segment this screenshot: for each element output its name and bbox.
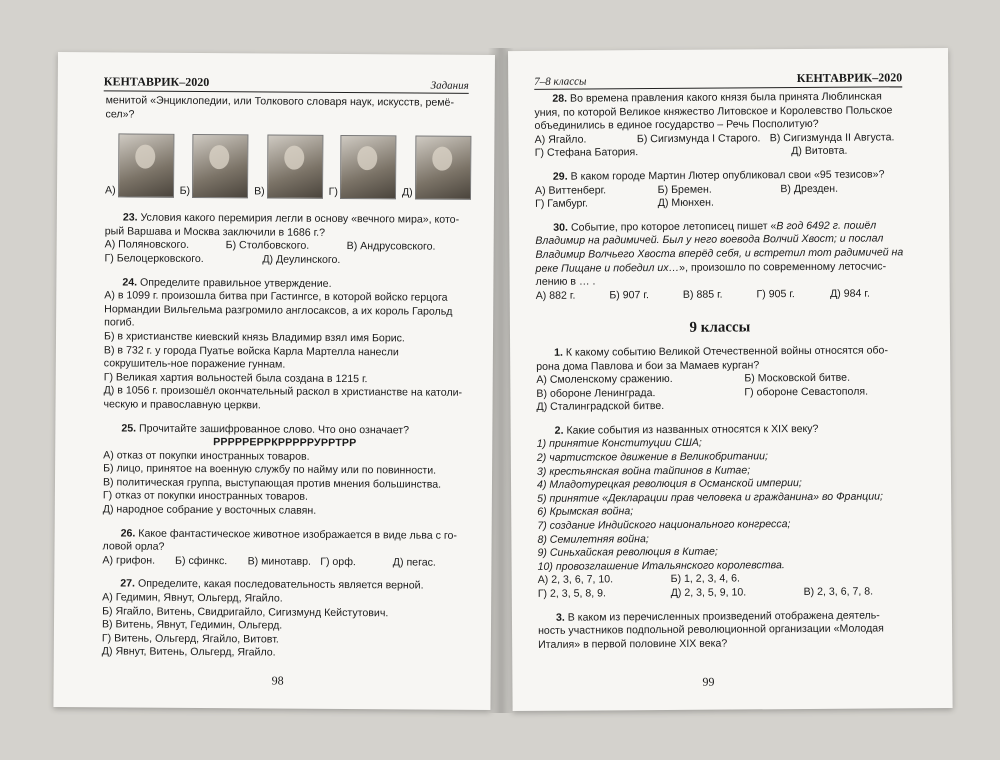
answer-option: Г) отказ от покупки иностранных товаров.	[102, 489, 309, 504]
answer-option: В) Сигизмунда II Августа.	[769, 131, 895, 145]
answer-option: Б) лицо, принятое на военную службу по найму или по повинности.	[103, 462, 437, 477]
answers-30	[536, 287, 904, 303]
answer-option: Д) народное собрание у восточных славян.	[102, 503, 317, 517]
answer-option: Д) пегас.	[392, 556, 436, 569]
list-item: 8) Семилетняя война;	[537, 532, 649, 546]
intro-text: менитой «Энциклопедии, или Толкового словаря наук, искусств, ремё-сел»?	[105, 94, 455, 121]
page-number: 98	[271, 673, 284, 688]
answer-option: Г) Стефана Батория.	[534, 146, 639, 160]
portrait-label: А)	[104, 183, 116, 196]
question-2: 2. Какие события из названных относятся к XIX веку?	[554, 422, 819, 437]
portrait-image	[192, 134, 248, 198]
running-header-left	[104, 74, 469, 94]
answer-option: В) Дрезден.	[780, 182, 839, 195]
answer-option: А) отказ от покупки иностранных товаров.	[103, 449, 310, 463]
header-section: 7–8 классы	[534, 75, 587, 88]
answer-option: Д) Деулинского.	[262, 253, 341, 266]
list-item: 6) Крымская война;	[537, 505, 634, 519]
answer-option: Б) в христианстве киевский князь Владимир взял имя Борис.	[103, 330, 405, 345]
answer-option: Д) Явнут, Витень, Ольгерд, Ягайло.	[101, 645, 276, 659]
answer-option: А) Смоленскому сражению.	[536, 373, 673, 386]
page-left	[53, 52, 495, 710]
answer-option: В) Витень, Явнут, Гедимин, Ольгерд.	[101, 618, 283, 632]
question-30: 30. Событие, про которое летописец пишет «В год 6492 г. пошёл Владимир на радимичей. Был у него воевода Волчий Хвост; и послал Владимир Волчьего Хвоста вперёд себя, и встретил тот радимичей на реке Пищане и победил их…», произошло по современному летосчис-лению в … .	[535, 219, 904, 289]
answer-option: Д) в 1056 г. произошёл окончательный раскол в христианстве на католи-ческую и православную церкви.	[103, 384, 463, 412]
answer-option: Б) 907 г.	[609, 288, 649, 302]
question-25: 25. Прочитайте зашифрованное слово. Что оно означает?	[121, 421, 410, 436]
left-content	[102, 94, 469, 662]
answer-option	[680, 145, 792, 159]
answer-option: Д) Сталинградской битве.	[536, 400, 665, 414]
running-header-right	[534, 70, 902, 90]
answer-option: А) Гедимин, Явнут, Ольгерд, Ягайло.	[102, 591, 283, 605]
answer-option: В) 2, 3, 6, 7, 8.	[803, 585, 874, 599]
question-24: 24. Определите правильное утверждение.	[122, 276, 332, 290]
header-title: КЕНТАВРИК–2020	[796, 70, 903, 86]
answer-option: А) 2, 3, 6, 7, 10.	[537, 573, 614, 587]
answer-option: Д) 984 г.	[830, 287, 870, 300]
answer-option: В) в 732 г. у города Пуатье войска Карла Мартелла нанесли сокрушитель-ное поражение гуннам.	[103, 343, 399, 371]
answer-option: Г) Гамбург.	[535, 197, 588, 211]
answer-option: В) политическая группа, выступающая против мнения большинства.	[102, 476, 442, 491]
answer-option: Г) обороне Севастополя.	[744, 385, 869, 399]
question-29: 29. В каком городе Мартин Лютер опубликовал свои «95 тезисов»?	[552, 168, 885, 183]
question-28: 28. Во времена правления какого князя была принята Люблинская уния, по которой Великое княжество Литовское и Королевство Польское объединились в единое государство – Речь Посполитую?	[534, 90, 893, 133]
right-content	[534, 90, 906, 652]
question-1: 1. К какому событию Великой Отечественной войны относятся обо-рона дома Павлова и бои за Мамаев курган?	[536, 344, 889, 373]
header-title: КЕНТАВРИК–2020	[103, 74, 210, 90]
answer-option: А) в 1099 г. произошла битва при Гастингсе, в которой войско герцога Нормандии Вильгельма разгромило англосаксов, а их король Гарольд погиб.	[104, 289, 453, 329]
portrait-b	[180, 134, 249, 198]
header-section: Задания	[430, 79, 469, 92]
portrait-image	[118, 134, 174, 198]
question-23: 23. Условия какого перемирия легли в основу «вечного мира», кото-рый Варшава и Москва заключили в 1686 г.?	[104, 211, 460, 239]
portrait-e	[402, 136, 471, 200]
portrait-label: Д)	[401, 185, 413, 199]
answer-option: А) грифон.	[102, 554, 156, 567]
answer-option: Г) 905 г.	[756, 287, 795, 301]
answer-option: Б) 1, 2, 3, 4, 6.	[670, 572, 741, 586]
list-item: 2) чартистское движение в Великобритании;	[536, 450, 769, 464]
answer-option: Д) Витовта.	[791, 145, 848, 158]
answer-option: Б) Бремен.	[657, 183, 712, 196]
answer-option: А) Ягайло.	[534, 133, 587, 146]
answer-option: Г) 2, 3, 5, 8, 9.	[537, 587, 606, 600]
answer-option: Б) сфинкс.	[175, 554, 228, 568]
answer-option: В) Андрусовского.	[346, 240, 436, 254]
portrait-label: Г)	[328, 185, 339, 198]
answer-option: Г) Витень, Ольгерд, Ягайло, Витовт.	[101, 632, 279, 646]
cipher-word: РРРРРЕРРКРРРРРУРРТРР	[213, 436, 357, 450]
answer-option: А) 882 г.	[535, 289, 576, 302]
answers-1-row2	[536, 385, 904, 401]
list-item: 9) Синьхайская революция в Китае;	[537, 545, 718, 560]
question-27: 27. Определите, какая последовательность является верной.	[120, 577, 424, 593]
answers-23-row2	[105, 252, 468, 268]
list-item: 7) создание Индийского национального конгресса;	[537, 518, 791, 532]
answers-26	[102, 554, 465, 570]
answer-option: Б) Московской битве.	[744, 371, 851, 385]
portrait-image	[267, 135, 323, 199]
list-item: 10) провозглашение Итальянского королевства.	[537, 558, 785, 573]
answer-option: Б) Ягайло, Витень, Свидригайло, Сигизмунд Кейстутович.	[102, 604, 389, 619]
portrait-label: Б)	[179, 184, 191, 197]
answer-option: Г) орф.	[320, 555, 356, 568]
answer-option: В) 885 г.	[682, 288, 723, 301]
list-item: 3) крестьянская война тайпинов в Китае;	[536, 464, 751, 478]
answers-2-row2	[538, 585, 906, 601]
answer-option: Д) 2, 3, 5, 9, 10.	[670, 586, 747, 599]
portrait-a	[105, 134, 174, 198]
answer-option: Г) Великая хартия вольностей была создана в 1215 г.	[103, 371, 368, 385]
question-26: 26. Какое фантастическое животное изображается в виде льва с го-ловой орла?	[102, 527, 457, 554]
answer-option: Б) Столбовского.	[225, 239, 310, 253]
answer-option: В) минотавр.	[247, 555, 312, 568]
answer-option: А) Поляновского.	[104, 238, 190, 252]
section-title: 9 классы	[689, 319, 751, 337]
portrait-row	[105, 128, 468, 201]
list-item: 5) принятие «Декларации прав человека и гражданина» во Франции;	[537, 490, 883, 505]
portrait-d	[329, 135, 397, 199]
answers-28-row2	[535, 145, 903, 161]
answer-option: Б) Сигизмунда I Старого.	[636, 132, 761, 145]
answer-option: Д) Мюнхен.	[657, 196, 714, 210]
page-right	[508, 48, 953, 711]
question-3: 3. В каком из перечисленных произведений отображена деятель-ность участников подпольной революционной организации «Молодая Италия» в первой половине XIX века?	[538, 609, 884, 651]
list-item: 1) принятие Конституции США;	[536, 437, 702, 451]
portrait-label: В)	[254, 184, 265, 198]
list-item: 4) Младотурецкая революция в Османской империи;	[536, 477, 802, 492]
answer-option: А) Виттенберг.	[534, 183, 607, 197]
answer-option: Г) Белоцерковского.	[104, 252, 204, 265]
portrait-image	[340, 135, 396, 199]
answer-option: В) обороне Ленинграда.	[536, 386, 656, 400]
page-number: 99	[702, 674, 715, 689]
portrait-image	[415, 136, 471, 200]
portrait-c	[254, 135, 323, 199]
answers-29-row2	[535, 195, 903, 211]
